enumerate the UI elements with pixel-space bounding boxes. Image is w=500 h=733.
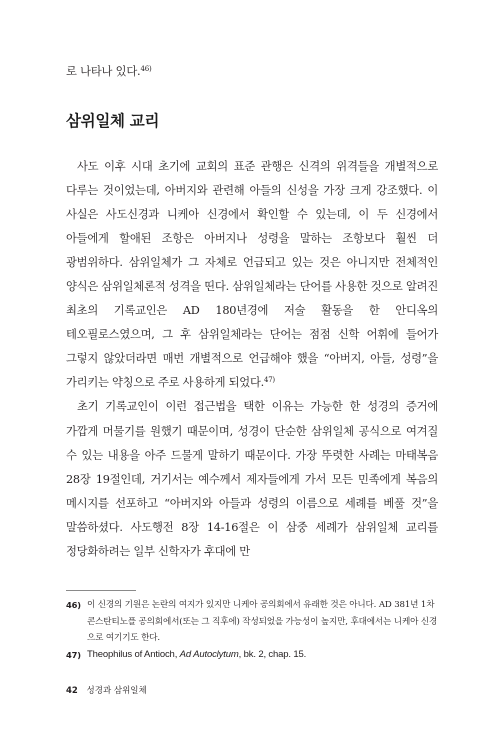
continuation-line [66, 63, 446, 79]
section-heading: 삼위일체 교리 [66, 112, 160, 130]
footnote-ref-47: 47) [263, 376, 275, 385]
paragraph-2: 초기 기록교인이 이런 접근법을 택한 이유는 가능한 한 성경의 증거에 가깝게 머물기를 원했기 때문이며, 성경이 단순한 삼위일체 공식으로 여겨질 수 있는 내용을 아주 드물게 말하기 때문이다. 가장 뚜렷한 사례는 마태복음 28장 19절인데, 거기서는 예수께서 제자들에게 가서 모든 민족에게 복음의 메시지를 선포하고 “아버지와 아들과 성령의 이름으로 세례를 베풀 것”을 말씀하셨다. 사도행전 8장 14-16절은 이 삼중 세례가 삼위일체 교리를 정당화하려는 일부 신학자가 후대에 만 [66, 400, 438, 558]
paragraph-1 [66, 155, 438, 395]
footnote-number: 46) [66, 600, 81, 610]
paragraph-1-text: 사도 이후 시대 초기에 교회의 표준 관행은 신격의 위격들을 개별적으로 다루는 것이었는데, 아버지와 관련해 아들의 신성을 가장 크게 강조했다. 이 사실은 사도신경과 니케아 신경에서 확인할 수 있는데, 이 두 신경에서 아들에게 할애된 조항은 아버지나 성령을 말하는 조항보다 훨씬 더 광범위하다. 삼위일체가 그 자체로 언급되고 있는 것은 아니지만 전체적인 양식은 삼위일체론적 성격을 띤다. 삼위일체라는 단어를 사용한 것으로 알려진 최초의 기록교인은 AD 180년경에 저술 활동을 한 안디옥의 테오필로스였으며, 그 후 삼위일체라는 단어는 점점 신학 어휘에 들어가 그렇지 않았더라면 매번 개별적으로 언급해야 했을 “아버지, 아들, 성령”을 가리키는 약칭으로 주로 사용하게 되었다. [66, 160, 438, 390]
page-number: 42 [66, 686, 78, 696]
body-text [66, 155, 438, 564]
footnote-46 [66, 597, 438, 647]
footnote-ref-46: 46) [140, 65, 152, 73]
footnote-italic-title: Ad Autoclytum [179, 648, 239, 660]
footnotes [66, 597, 438, 663]
footnote-47 [66, 647, 438, 664]
footnote-text-after: , bk. 2, chap. 15. [238, 648, 307, 660]
footnote-divider [66, 590, 136, 591]
continuation-text: 로 나타나 있다. [66, 65, 141, 78]
footnote-text: 이 신경의 기원은 논란의 여지가 있지만 니케아 공의회에서 유래한 것은 아니다. AD 381년 1차 콘스탄티노플 공의회에서(또는 그 직후에) 작성되었을 가능성이 높지만, 후대에서는 니케아 신경으로 여기기도 한다. [87, 600, 438, 643]
running-title: 성경과 삼위일체 [86, 686, 147, 696]
footnote-text-before: Theophilus of Antioch, [87, 648, 180, 660]
footnote-number: 47) [66, 649, 81, 660]
page-footer [66, 684, 147, 696]
